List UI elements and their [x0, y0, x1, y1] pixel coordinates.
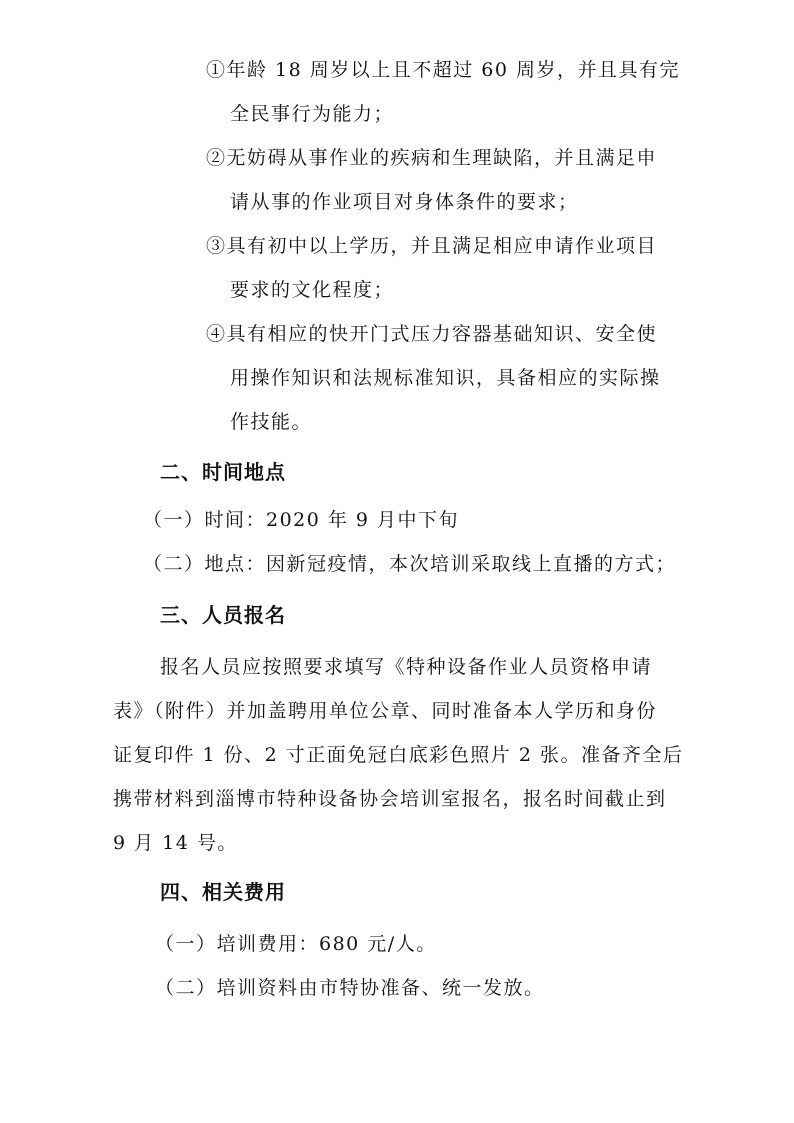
section-4-heading: 四、相关费用 — [160, 880, 286, 904]
registration-line-4: 携带材料到淄博市特种设备协会培训室报名，报名时间截止到 — [113, 788, 667, 810]
registration-line-3: 证复印件 1 份、2 寸正面免冠白底彩色照片 2 张。准备齐全后 — [113, 744, 684, 766]
section-3-heading: 三、人员报名 — [160, 603, 286, 627]
fee-line: （一）培训费用：680 元/人。 — [155, 933, 437, 955]
requirement-1-line-2: 全民事行为能力； — [230, 103, 395, 125]
requirement-4-line-2: 用操作知识和法规标准知识，具备相应的实际操 — [230, 367, 661, 389]
materials-line: （二）培训资料由市特协准备、统一发放。 — [155, 977, 545, 999]
requirement-4-line-3: 作技能。 — [230, 411, 313, 433]
registration-line-5: 9 月 14 号。 — [113, 832, 238, 854]
requirement-3-line-1: ③具有初中以上学历，并且满足相应申请作业项目 — [206, 235, 658, 257]
requirement-3-line-2: 要求的文化程度； — [230, 279, 395, 301]
requirement-4-line-1: ④具有相应的快开门式压力容器基础知识、安全使 — [206, 323, 658, 345]
registration-line-2: 表》（附件）并加盖聘用单位公章、同时准备本人学历和身份 — [113, 700, 658, 722]
place-line: （二）地点：因新冠疫情，本次培训采取线上直播的方式； — [143, 553, 677, 575]
requirement-2-line-2: 请从事的作业项目对身体条件的要求； — [230, 191, 579, 213]
requirement-1-line-1: ①年龄 18 周岁以上且不超过 60 周岁，并且具有完 — [206, 59, 681, 81]
requirement-2-line-1: ②无妨碍从事作业的疾病和生理缺陷，并且满足申 — [206, 147, 658, 169]
time-line: （一）时间：2020 年 9 月中下旬 — [143, 509, 460, 531]
registration-line-1: 报名人员应按照要求填写《特种设备作业人员资格申请 — [160, 656, 653, 678]
section-2-heading: 二、时间地点 — [160, 460, 286, 484]
